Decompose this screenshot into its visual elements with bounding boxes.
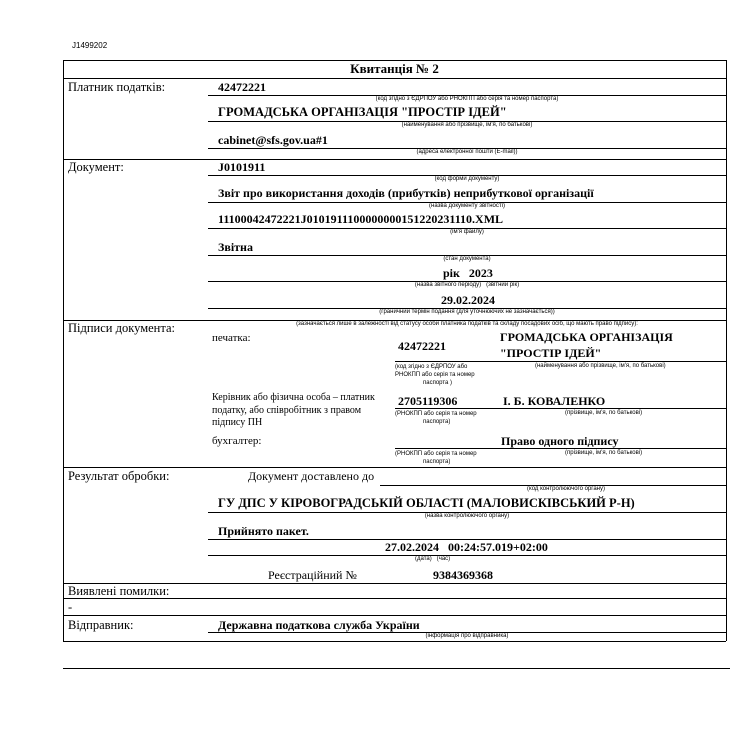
label-line: Керівник або фізична особа – платник	[212, 392, 375, 403]
document-period: рік 2023	[443, 266, 493, 280]
head-code: 2705119306	[398, 394, 458, 408]
registration-number: 9384369368	[433, 568, 493, 582]
document-status: Звітна	[218, 240, 253, 254]
payer-label: Платник податків:	[68, 80, 166, 94]
bottom-rule	[63, 668, 730, 669]
document-file-caption: (ім'я файлу)	[450, 229, 484, 235]
document-deadline-caption: (граничний термін подання (для уточнюючих не зазначається))	[379, 309, 555, 315]
document-status-caption: (стан документа)	[443, 256, 491, 262]
errors-label: Виявлені помилки:	[68, 584, 170, 598]
result-label: Результат обробки:	[68, 469, 170, 483]
field-line	[395, 448, 726, 449]
document-name: Звіт про використання доходів (прибутків) неприбуткової організації	[218, 186, 594, 200]
authority-name: ГУ ДПС У КІРОВОГРАДСЬКІЙ ОБЛАСТІ (МАЛОВИСКІВСЬКИЙ Р-Н)	[218, 496, 635, 510]
stamp-name-line2: "ПРОСТІР ІДЕЙ"	[500, 346, 602, 360]
caption-line: (РНОКПП або серія та номер	[395, 411, 477, 417]
document-form-caption: (код форми документу)	[434, 176, 500, 182]
delivered-text: Документ доставлено до	[248, 469, 375, 483]
payer-email: cabinet@sfs.gov.ua#1	[218, 133, 328, 147]
field-line	[395, 408, 726, 409]
section-divider	[63, 467, 726, 468]
accountant-label: бухгалтер:	[212, 435, 262, 447]
section-divider	[63, 159, 726, 160]
authority-code-caption: (код контролюючого органу)	[527, 486, 605, 492]
document-deadline: 29.02.2024	[441, 293, 495, 307]
caption-line: паспорта )	[423, 380, 453, 386]
signatures-note: (зазначається лише в залежності від статусу особи платника податків та складу посадових осіб, що мають право підпису):	[296, 321, 638, 327]
table-left-border	[63, 60, 64, 641]
datetime-caption: (дата) (час)	[415, 556, 451, 562]
document-period-caption: (назва звітного періоду) (звітний рік)	[414, 282, 520, 288]
stamp-name-caption: (найменування або прізвище, ім'я, по батькові)	[535, 363, 666, 369]
document-label: Документ:	[68, 160, 124, 174]
caption-line: паспорта)	[423, 419, 451, 425]
accountant-code-caption	[395, 450, 477, 466]
label-line: підпису ПН	[212, 417, 263, 428]
accountant-name-caption: (прізвище, ім'я, по батькові)	[565, 450, 643, 456]
stamp-code: 42472221	[398, 339, 446, 353]
payer-name-caption: (найменування або прізвище, ім'я, по батькові)	[401, 122, 533, 128]
field-line	[395, 361, 726, 362]
title-bottom-border	[63, 78, 726, 79]
receipt-title: Квитанція № 2	[350, 61, 439, 76]
document-file-name: 11100042472221J0101911100000000151220231110.XML	[218, 212, 504, 226]
sender-value: Державна податкова служба України	[218, 618, 420, 632]
caption-line: РНОКПП або серія та номер	[395, 372, 475, 378]
stamp-code-caption	[395, 363, 475, 387]
stamp-name-line1: ГРОМАДСЬКА ОРГАНІЗАЦІЯ	[500, 330, 673, 344]
registration-label: Реєстраційний №	[268, 568, 357, 582]
table-right-border	[726, 60, 727, 641]
processing-datetime: 27.02.2024 00:24:57.019+02:00	[385, 540, 548, 554]
payer-code-caption: (код згідно з ЄДРПОУ або РНОКПП або серія та номер паспорта)	[375, 96, 559, 102]
form-code: J1499202	[72, 41, 108, 50]
processing-status: Прийнято пакет.	[218, 524, 309, 538]
document-name-caption: (назва документу звітності)	[429, 203, 505, 209]
head-code-caption	[395, 410, 477, 426]
section-divider	[63, 641, 726, 642]
accountant-value: Право одного підпису	[501, 434, 619, 448]
stamp-label: печатка:	[212, 332, 251, 344]
sender-caption: (інформація про відправника)	[425, 633, 509, 639]
head-label	[212, 392, 375, 430]
caption-line: (РНОКПП або серія та номер	[395, 451, 477, 457]
authority-name-caption: (назва контролюючого органу)	[424, 513, 510, 519]
sender-label: Відправник:	[68, 618, 134, 632]
errors-value: -	[68, 600, 73, 614]
caption-line: (код згідно з ЄДРПОУ або	[395, 364, 468, 370]
payer-code: 42472221	[218, 80, 266, 94]
head-name: І. Б. КОВАЛЕНКО	[503, 394, 606, 408]
payer-name: ГРОМАДСЬКА ОРГАНІЗАЦІЯ "ПРОСТІР ІДЕЙ"	[218, 105, 507, 119]
payer-email-caption: (адреса електронної пошти (E-mail))	[416, 149, 518, 155]
head-name-caption: (прізвище, ім'я, по батькові)	[565, 410, 643, 416]
label-line: податку, або співробітник з правом	[212, 404, 362, 416]
document-form-code: J0101911	[218, 160, 266, 174]
signatures-label: Підписи документа:	[68, 321, 175, 335]
caption-line: паспорта)	[423, 459, 451, 465]
section-divider	[63, 615, 726, 616]
field-line	[208, 555, 726, 556]
